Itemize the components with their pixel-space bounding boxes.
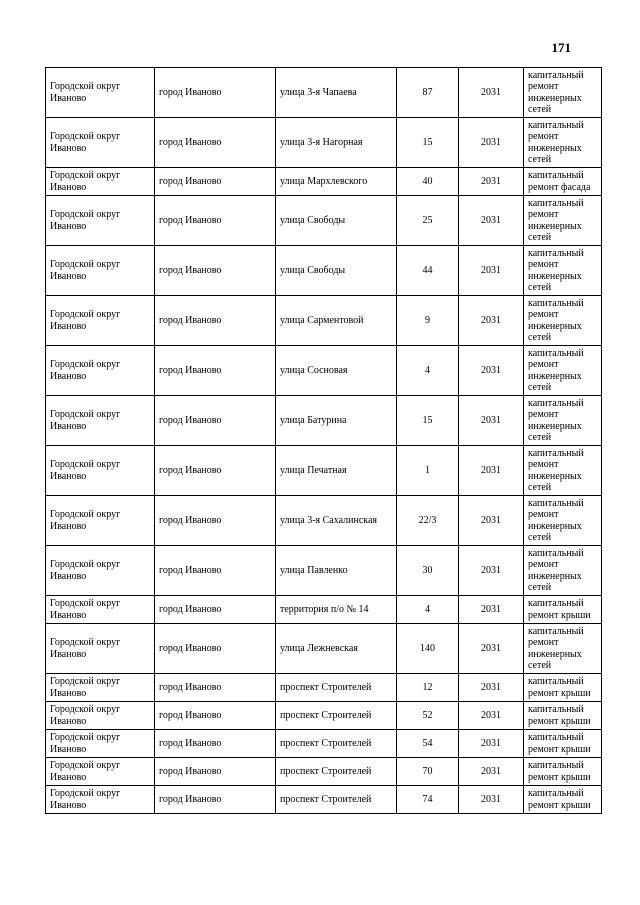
district-cell: Городской округ Иваново [46, 730, 155, 758]
work-type-cell: капитальный ремонт крыши [524, 786, 602, 814]
table-row [46, 346, 602, 396]
district-cell: Городской округ Иваново [46, 296, 155, 346]
housing-repair-table [45, 67, 602, 814]
house-number-cell: 44 [397, 246, 459, 296]
year-cell: 2031 [459, 596, 524, 624]
house-number-cell: 15 [397, 396, 459, 446]
year-cell: 2031 [459, 758, 524, 786]
year-cell: 2031 [459, 446, 524, 496]
table-row [46, 246, 602, 296]
table-row [46, 758, 602, 786]
street-cell: улица Мархлевского [276, 168, 397, 196]
year-cell: 2031 [459, 246, 524, 296]
year-cell: 2031 [459, 68, 524, 118]
street-cell: улица 3-я Чапаева [276, 68, 397, 118]
city-cell: город Иваново [155, 496, 276, 546]
street-cell: улица 3-я Нагорная [276, 118, 397, 168]
table-row [46, 396, 602, 446]
street-cell: проспект Строителей [276, 786, 397, 814]
work-type-cell: капитальный ремонт крыши [524, 758, 602, 786]
city-cell: город Иваново [155, 730, 276, 758]
work-type-cell: капитальный ремонт крыши [524, 702, 602, 730]
house-number-cell: 1 [397, 446, 459, 496]
street-cell: улица Батурина [276, 396, 397, 446]
house-number-cell: 74 [397, 786, 459, 814]
district-cell: Городской округ Иваново [46, 674, 155, 702]
house-number-cell: 9 [397, 296, 459, 346]
district-cell: Городской округ Иваново [46, 168, 155, 196]
year-cell: 2031 [459, 168, 524, 196]
work-type-cell: капитальный ремонт крыши [524, 596, 602, 624]
district-cell: Городской округ Иваново [46, 118, 155, 168]
district-cell: Городской округ Иваново [46, 546, 155, 596]
district-cell: Городской округ Иваново [46, 786, 155, 814]
house-number-cell: 54 [397, 730, 459, 758]
house-number-cell: 52 [397, 702, 459, 730]
table-body [46, 68, 602, 814]
district-cell: Городской округ Иваново [46, 496, 155, 546]
year-cell: 2031 [459, 786, 524, 814]
district-cell: Городской округ Иваново [46, 446, 155, 496]
house-number-cell: 4 [397, 346, 459, 396]
street-cell: улица Свободы [276, 196, 397, 246]
street-cell: улица Павленко [276, 546, 397, 596]
table-row [46, 118, 602, 168]
house-number-cell: 140 [397, 624, 459, 674]
street-cell: проспект Строителей [276, 730, 397, 758]
work-type-cell: капитальный ремонт инженерных сетей [524, 346, 602, 396]
city-cell: город Иваново [155, 758, 276, 786]
street-cell: проспект Строителей [276, 674, 397, 702]
street-cell: улица Свободы [276, 246, 397, 296]
house-number-cell: 22/3 [397, 496, 459, 546]
year-cell: 2031 [459, 118, 524, 168]
table-row [46, 786, 602, 814]
city-cell: город Иваново [155, 596, 276, 624]
street-cell: проспект Строителей [276, 758, 397, 786]
city-cell: город Иваново [155, 296, 276, 346]
table-row [46, 446, 602, 496]
work-type-cell: капитальный ремонт крыши [524, 730, 602, 758]
street-cell: улица Сарментовой [276, 296, 397, 346]
year-cell: 2031 [459, 624, 524, 674]
work-type-cell: капитальный ремонт инженерных сетей [524, 68, 602, 118]
house-number-cell: 15 [397, 118, 459, 168]
year-cell: 2031 [459, 674, 524, 702]
year-cell: 2031 [459, 396, 524, 446]
year-cell: 2031 [459, 196, 524, 246]
table-row [46, 730, 602, 758]
district-cell: Городской округ Иваново [46, 246, 155, 296]
city-cell: город Иваново [155, 396, 276, 446]
work-type-cell: капитальный ремонт фасада [524, 168, 602, 196]
table-row [46, 596, 602, 624]
city-cell: город Иваново [155, 624, 276, 674]
work-type-cell: капитальный ремонт инженерных сетей [524, 546, 602, 596]
work-type-cell: капитальный ремонт крыши [524, 674, 602, 702]
city-cell: город Иваново [155, 168, 276, 196]
district-cell: Городской округ Иваново [46, 396, 155, 446]
district-cell: Городской округ Иваново [46, 702, 155, 730]
city-cell: город Иваново [155, 702, 276, 730]
city-cell: город Иваново [155, 68, 276, 118]
year-cell: 2031 [459, 702, 524, 730]
house-number-cell: 12 [397, 674, 459, 702]
work-type-cell: капитальный ремонт инженерных сетей [524, 496, 602, 546]
city-cell: город Иваново [155, 674, 276, 702]
year-cell: 2031 [459, 296, 524, 346]
table-row [46, 168, 602, 196]
district-cell: Городской округ Иваново [46, 624, 155, 674]
district-cell: Городской округ Иваново [46, 196, 155, 246]
work-type-cell: капитальный ремонт инженерных сетей [524, 396, 602, 446]
work-type-cell: капитальный ремонт инженерных сетей [524, 196, 602, 246]
city-cell: город Иваново [155, 246, 276, 296]
house-number-cell: 40 [397, 168, 459, 196]
house-number-cell: 25 [397, 196, 459, 246]
work-type-cell: капитальный ремонт инженерных сетей [524, 624, 602, 674]
city-cell: город Иваново [155, 546, 276, 596]
city-cell: город Иваново [155, 786, 276, 814]
table-row [46, 624, 602, 674]
house-number-cell: 30 [397, 546, 459, 596]
work-type-cell: капитальный ремонт инженерных сетей [524, 118, 602, 168]
street-cell: улица Сосновая [276, 346, 397, 396]
work-type-cell: капитальный ремонт инженерных сетей [524, 446, 602, 496]
district-cell: Городской округ Иваново [46, 346, 155, 396]
street-cell: улица Печатная [276, 446, 397, 496]
house-number-cell: 4 [397, 596, 459, 624]
year-cell: 2031 [459, 546, 524, 596]
table-row [46, 496, 602, 546]
city-cell: город Иваново [155, 118, 276, 168]
table-row [46, 196, 602, 246]
work-type-cell: капитальный ремонт инженерных сетей [524, 296, 602, 346]
table-row [46, 68, 602, 118]
table-row [46, 546, 602, 596]
work-type-cell: капитальный ремонт инженерных сетей [524, 246, 602, 296]
street-cell: улица 3-я Сахалинская [276, 496, 397, 546]
district-cell: Городской округ Иваново [46, 758, 155, 786]
house-number-cell: 70 [397, 758, 459, 786]
district-cell: Городской округ Иваново [46, 68, 155, 118]
city-cell: город Иваново [155, 196, 276, 246]
year-cell: 2031 [459, 730, 524, 758]
page-number: 171 [551, 40, 571, 55]
house-number-cell: 87 [397, 68, 459, 118]
table-row [46, 702, 602, 730]
year-cell: 2031 [459, 346, 524, 396]
street-cell: улица Лежневская [276, 624, 397, 674]
district-cell: Городской округ Иваново [46, 596, 155, 624]
table-row [46, 296, 602, 346]
street-cell: проспект Строителей [276, 702, 397, 730]
street-cell: территория п/о № 14 [276, 596, 397, 624]
table-row [46, 674, 602, 702]
city-cell: город Иваново [155, 346, 276, 396]
year-cell: 2031 [459, 496, 524, 546]
city-cell: город Иваново [155, 446, 276, 496]
